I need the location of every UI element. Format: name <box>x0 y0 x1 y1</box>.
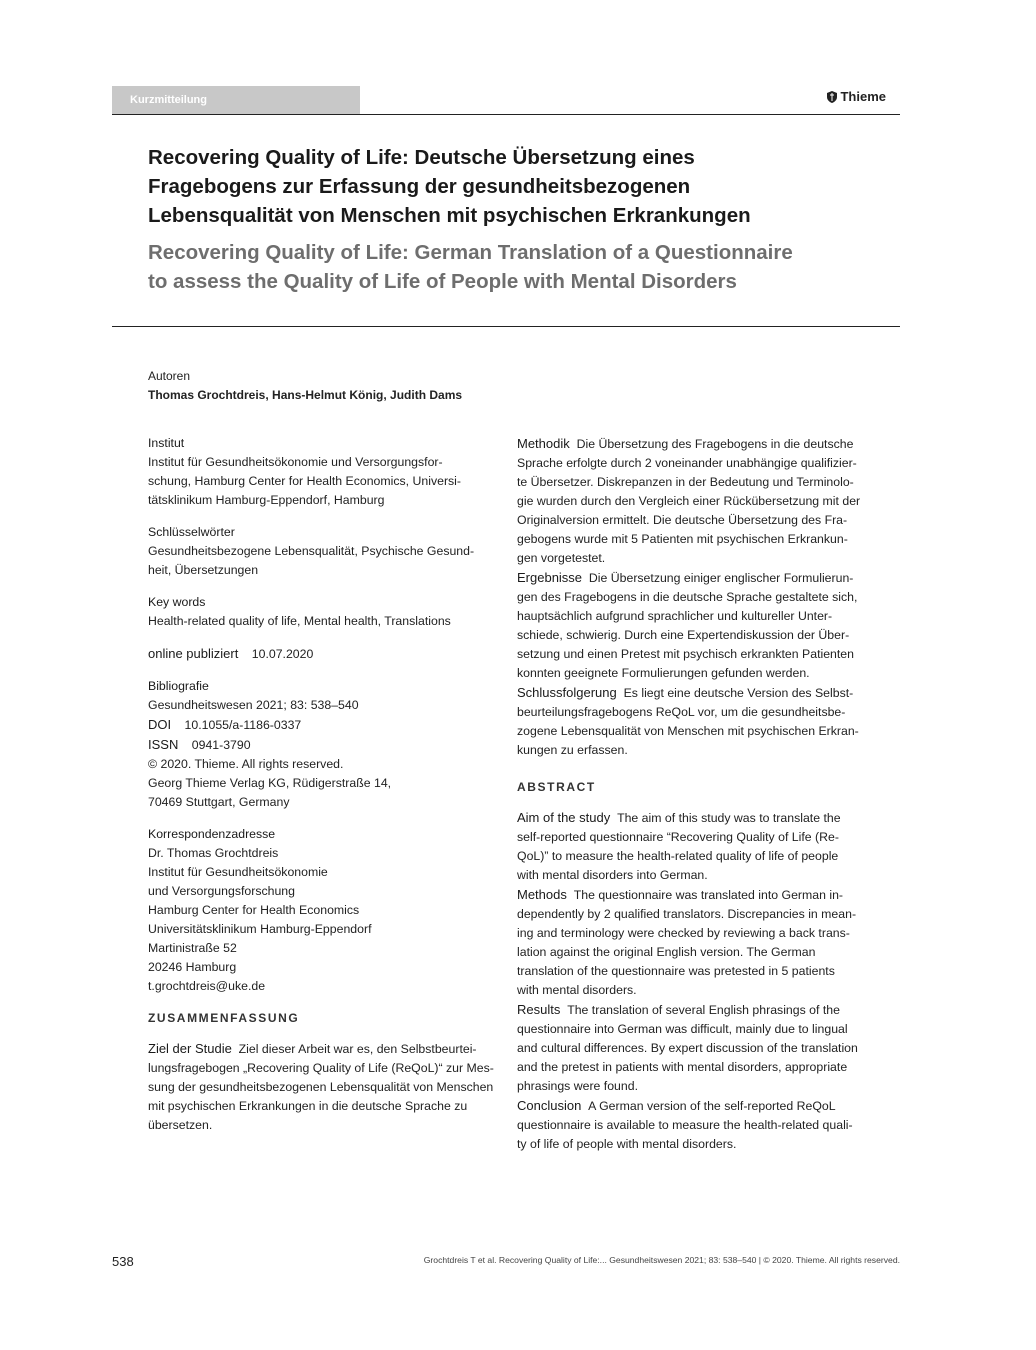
keywords-en-line: Health-related quality of life, Mental health, Translations <box>148 614 451 628</box>
thieme-shield-icon <box>827 91 837 103</box>
institute-line: schung, Hamburg Center for Health Economics, Universi- <box>148 474 462 488</box>
zusammenfassung-heading: ZUSAMMENFASSUNG <box>148 1011 300 1025</box>
correspondence-block <box>148 825 498 996</box>
results-line: phrasings were found. <box>517 1079 638 1093</box>
section-label: Kurzmitteilung <box>112 86 360 115</box>
correspondence-label: Korrespondenzadresse <box>148 827 276 841</box>
schluss-paragraph <box>517 683 867 760</box>
methods-line: The questionnaire was translated into German in- <box>573 888 844 902</box>
aim-line: QoL)” to measure the health-related quality of life of people <box>517 849 839 863</box>
correspondence-email[interactable]: t.grochtdreis@uke.de <box>148 979 266 993</box>
authors-label: Autoren <box>148 369 191 383</box>
methodik-line: Originalversion ermittelt. Die deutsche Übersetzung des Fra- <box>517 513 848 527</box>
institute-label: Institut <box>148 436 185 450</box>
title-english <box>148 238 888 296</box>
methodik-line: te Übersetzer. Diskrepanzen in der Bedeutung und Terminolo- <box>517 475 854 489</box>
aim-line: self-reported questionnaire “Recovering Quality of Life (Re- <box>517 830 839 844</box>
correspondence-line: und Versorgungsforschung <box>148 884 295 898</box>
aim-paragraph <box>517 808 867 885</box>
issn-label: ISSN <box>148 737 179 752</box>
methods-label: Methods <box>517 887 567 902</box>
conclusion-line: questionnaire is available to measure the health-related quali- <box>517 1118 853 1132</box>
ergebnisse-line: Die Übersetzung einiger englischer Formulierun- <box>588 571 854 585</box>
title-de-line: Recovering Quality of Life: Deutsche Übersetzung eines <box>148 146 695 169</box>
results-line: questionnaire into German was difficult, mainly due to lingual <box>517 1022 848 1036</box>
methodik-line: gebogens wurde mit 5 Patienten mit psychischen Erkrankun- <box>517 532 848 546</box>
title-german <box>148 143 868 230</box>
ergebnisse-label: Ergebnisse <box>517 570 583 585</box>
ziel-line: sung der gesundheitsbezogenen Lebensqualität von Menschen <box>148 1080 494 1094</box>
title-rule <box>112 326 900 327</box>
ergebnisse-line: hauptsächlich aufgrund sprachlicher und kultureller Unter- <box>517 609 833 623</box>
keywords-en-label: Key words <box>148 595 206 609</box>
correspondence-line: Hamburg Center for Health Economics <box>148 903 360 917</box>
methods-line: translation of the questionnaire was pretested in 5 patients <box>517 964 835 978</box>
ergebnisse-line: konnten geeignete Formulierungen gefunden werden. <box>517 666 810 680</box>
aim-line: with mental disorders into German. <box>517 868 708 882</box>
aim-line: The aim of this study was to translate the <box>617 811 841 825</box>
schluss-line: kungen zu erfassen. <box>517 743 628 757</box>
methods-line: lation against the original English version. The German <box>517 945 816 959</box>
conclusion-label: Conclusion <box>517 1098 582 1113</box>
methodik-label: Methodik <box>517 436 570 451</box>
results-paragraph <box>517 1000 867 1096</box>
institute-line: tätsklinikum Hamburg-Eppendorf, Hamburg <box>148 493 385 507</box>
bibliography-journal: Gesundheitswesen 2021; 83: 538–540 <box>148 698 359 712</box>
schluss-line: beurteilungsfragebogens ReQoL vor, um die gesundheitsbe- <box>517 705 846 719</box>
ziel-paragraph <box>148 1039 498 1135</box>
publisher-address-line: 70469 Stuttgart, Germany <box>148 795 290 809</box>
ziel-line: lungsfragebogen „Recovering Quality of Life (ReQoL)“ zur Mes- <box>148 1061 494 1075</box>
correspondence-line: 20246 Hamburg <box>148 960 237 974</box>
keywords-de-label: Schlüsselwörter <box>148 525 235 539</box>
ergebnisse-line: setzung und einen Pretest mit psychisch erkrankten Patienten <box>517 647 854 661</box>
ergebnisse-line: gen des Fragebogens in die deutsche Sprache gestaltete sich, <box>517 590 858 604</box>
results-line: and the pretest in patients with mental disorders, appropriate <box>517 1060 848 1074</box>
keywords-de-line: Gesundheitsbezogene Lebensqualität, Psychische Gesund- <box>148 544 475 558</box>
doi-value[interactable]: 10.1055/a-1186-0337 <box>184 718 302 732</box>
authors-block <box>148 367 462 405</box>
bibliography-label: Bibliografie <box>148 679 209 693</box>
publisher-logo <box>827 89 886 104</box>
page-number: 538 <box>112 1254 134 1269</box>
keywords-en-block <box>148 593 498 631</box>
keywords-de-block <box>148 523 498 580</box>
methodik-line: Sprache erfolgte durch 2 voneinander unabhängige qualifizier- <box>517 456 857 470</box>
publisher-address-line: Georg Thieme Verlag KG, Rüdigerstraße 14, <box>148 776 392 790</box>
ergebnisse-paragraph <box>517 568 867 683</box>
ziel-line: Ziel dieser Arbeit war es, den Selbstbeurtei- <box>238 1042 477 1056</box>
title-de-line: Lebensqualität von Menschen mit psychischen Erkrankungen <box>148 204 751 227</box>
aim-label: Aim of the study <box>517 810 611 825</box>
published-block <box>148 644 498 664</box>
conclusion-line: A German version of the self-reported ReQoL <box>588 1099 836 1113</box>
methods-line: dependently by 2 qualified translators. Discrepancies in mean- <box>517 907 857 921</box>
schluss-label: Schlussfolgerung <box>517 685 617 700</box>
methodik-line: Die Übersetzung des Fragebogens in die deutsche <box>576 437 854 451</box>
title-en-line: Recovering Quality of Life: German Translation of a Questionnaire <box>148 241 793 264</box>
bibliography-block <box>148 677 498 812</box>
title-en-line: to assess the Quality of Life of People with Mental Disorders <box>148 270 737 293</box>
right-column <box>517 434 867 1154</box>
institute-line: Institut für Gesundheitsökonomie und Versorgungsfor- <box>148 455 443 469</box>
left-column <box>148 434 498 1135</box>
correspondence-line: Martinistraße 52 <box>148 941 237 955</box>
publisher-name: Thieme <box>840 89 886 104</box>
title-de-line: Fragebogens zur Erfassung der gesundheitsbezogenen <box>148 175 691 198</box>
methodik-line: gie wurden durch den Vergleich einer Rückübersetzung mit der <box>517 494 861 508</box>
footer-citation: Grochtdreis T et al. Recovering Quality of Life:... Gesundheitswesen 2021; 83: 538–540 | © 2020. Thieme. All rights reserved. <box>423 1255 900 1265</box>
methodik-line: gen vorgetestet. <box>517 551 606 565</box>
abstract-heading: ABSTRACT <box>517 780 596 794</box>
methods-paragraph <box>517 885 867 1000</box>
correspondence-line: Institut für Gesundheitsökonomie <box>148 865 328 879</box>
copyright: © 2020. Thieme. All rights reserved. <box>148 757 344 771</box>
doi-label: DOI <box>148 717 172 732</box>
methods-line: with mental disorders. <box>517 983 637 997</box>
issn-value: 0941-3790 <box>191 738 251 752</box>
published-date: 10.07.2020 <box>251 647 314 661</box>
authors-names: Thomas Grochtdreis, Hans-Helmut König, Judith Dams <box>148 388 463 402</box>
conclusion-paragraph <box>517 1096 867 1154</box>
keywords-de-line: heit, Übersetzungen <box>148 563 259 577</box>
results-line: and cultural differences. By expert discussion of the translation <box>517 1041 858 1055</box>
methods-line: ing and terminology were checked by reviewing a back trans- <box>517 926 850 940</box>
ergebnisse-line: schiede, schwierig. Durch eine Expertendiskussion der Über- <box>517 628 850 642</box>
institute-block <box>148 434 498 510</box>
methodik-paragraph <box>517 434 867 568</box>
correspondence-line: Universitätsklinikum Hamburg-Eppendorf <box>148 922 372 936</box>
header-rule <box>112 114 900 115</box>
ziel-label: Ziel der Studie <box>148 1041 232 1056</box>
results-line: The translation of several English phrasings of the <box>567 1003 840 1017</box>
ziel-line: übersetzen. <box>148 1118 213 1132</box>
published-label: online publiziert <box>148 646 239 661</box>
schluss-line: Es liegt eine deutsche Version des Selbst- <box>623 686 854 700</box>
results-label: Results <box>517 1002 561 1017</box>
correspondence-line: Dr. Thomas Grochtdreis <box>148 846 279 860</box>
ziel-line: mit psychischen Erkrankungen in die deutsche Sprache zu <box>148 1099 468 1113</box>
conclusion-line: ty of life of people with mental disorders. <box>517 1137 737 1151</box>
schluss-line: zogene Lebensqualität von Menschen mit psychischen Erkran- <box>517 724 859 738</box>
